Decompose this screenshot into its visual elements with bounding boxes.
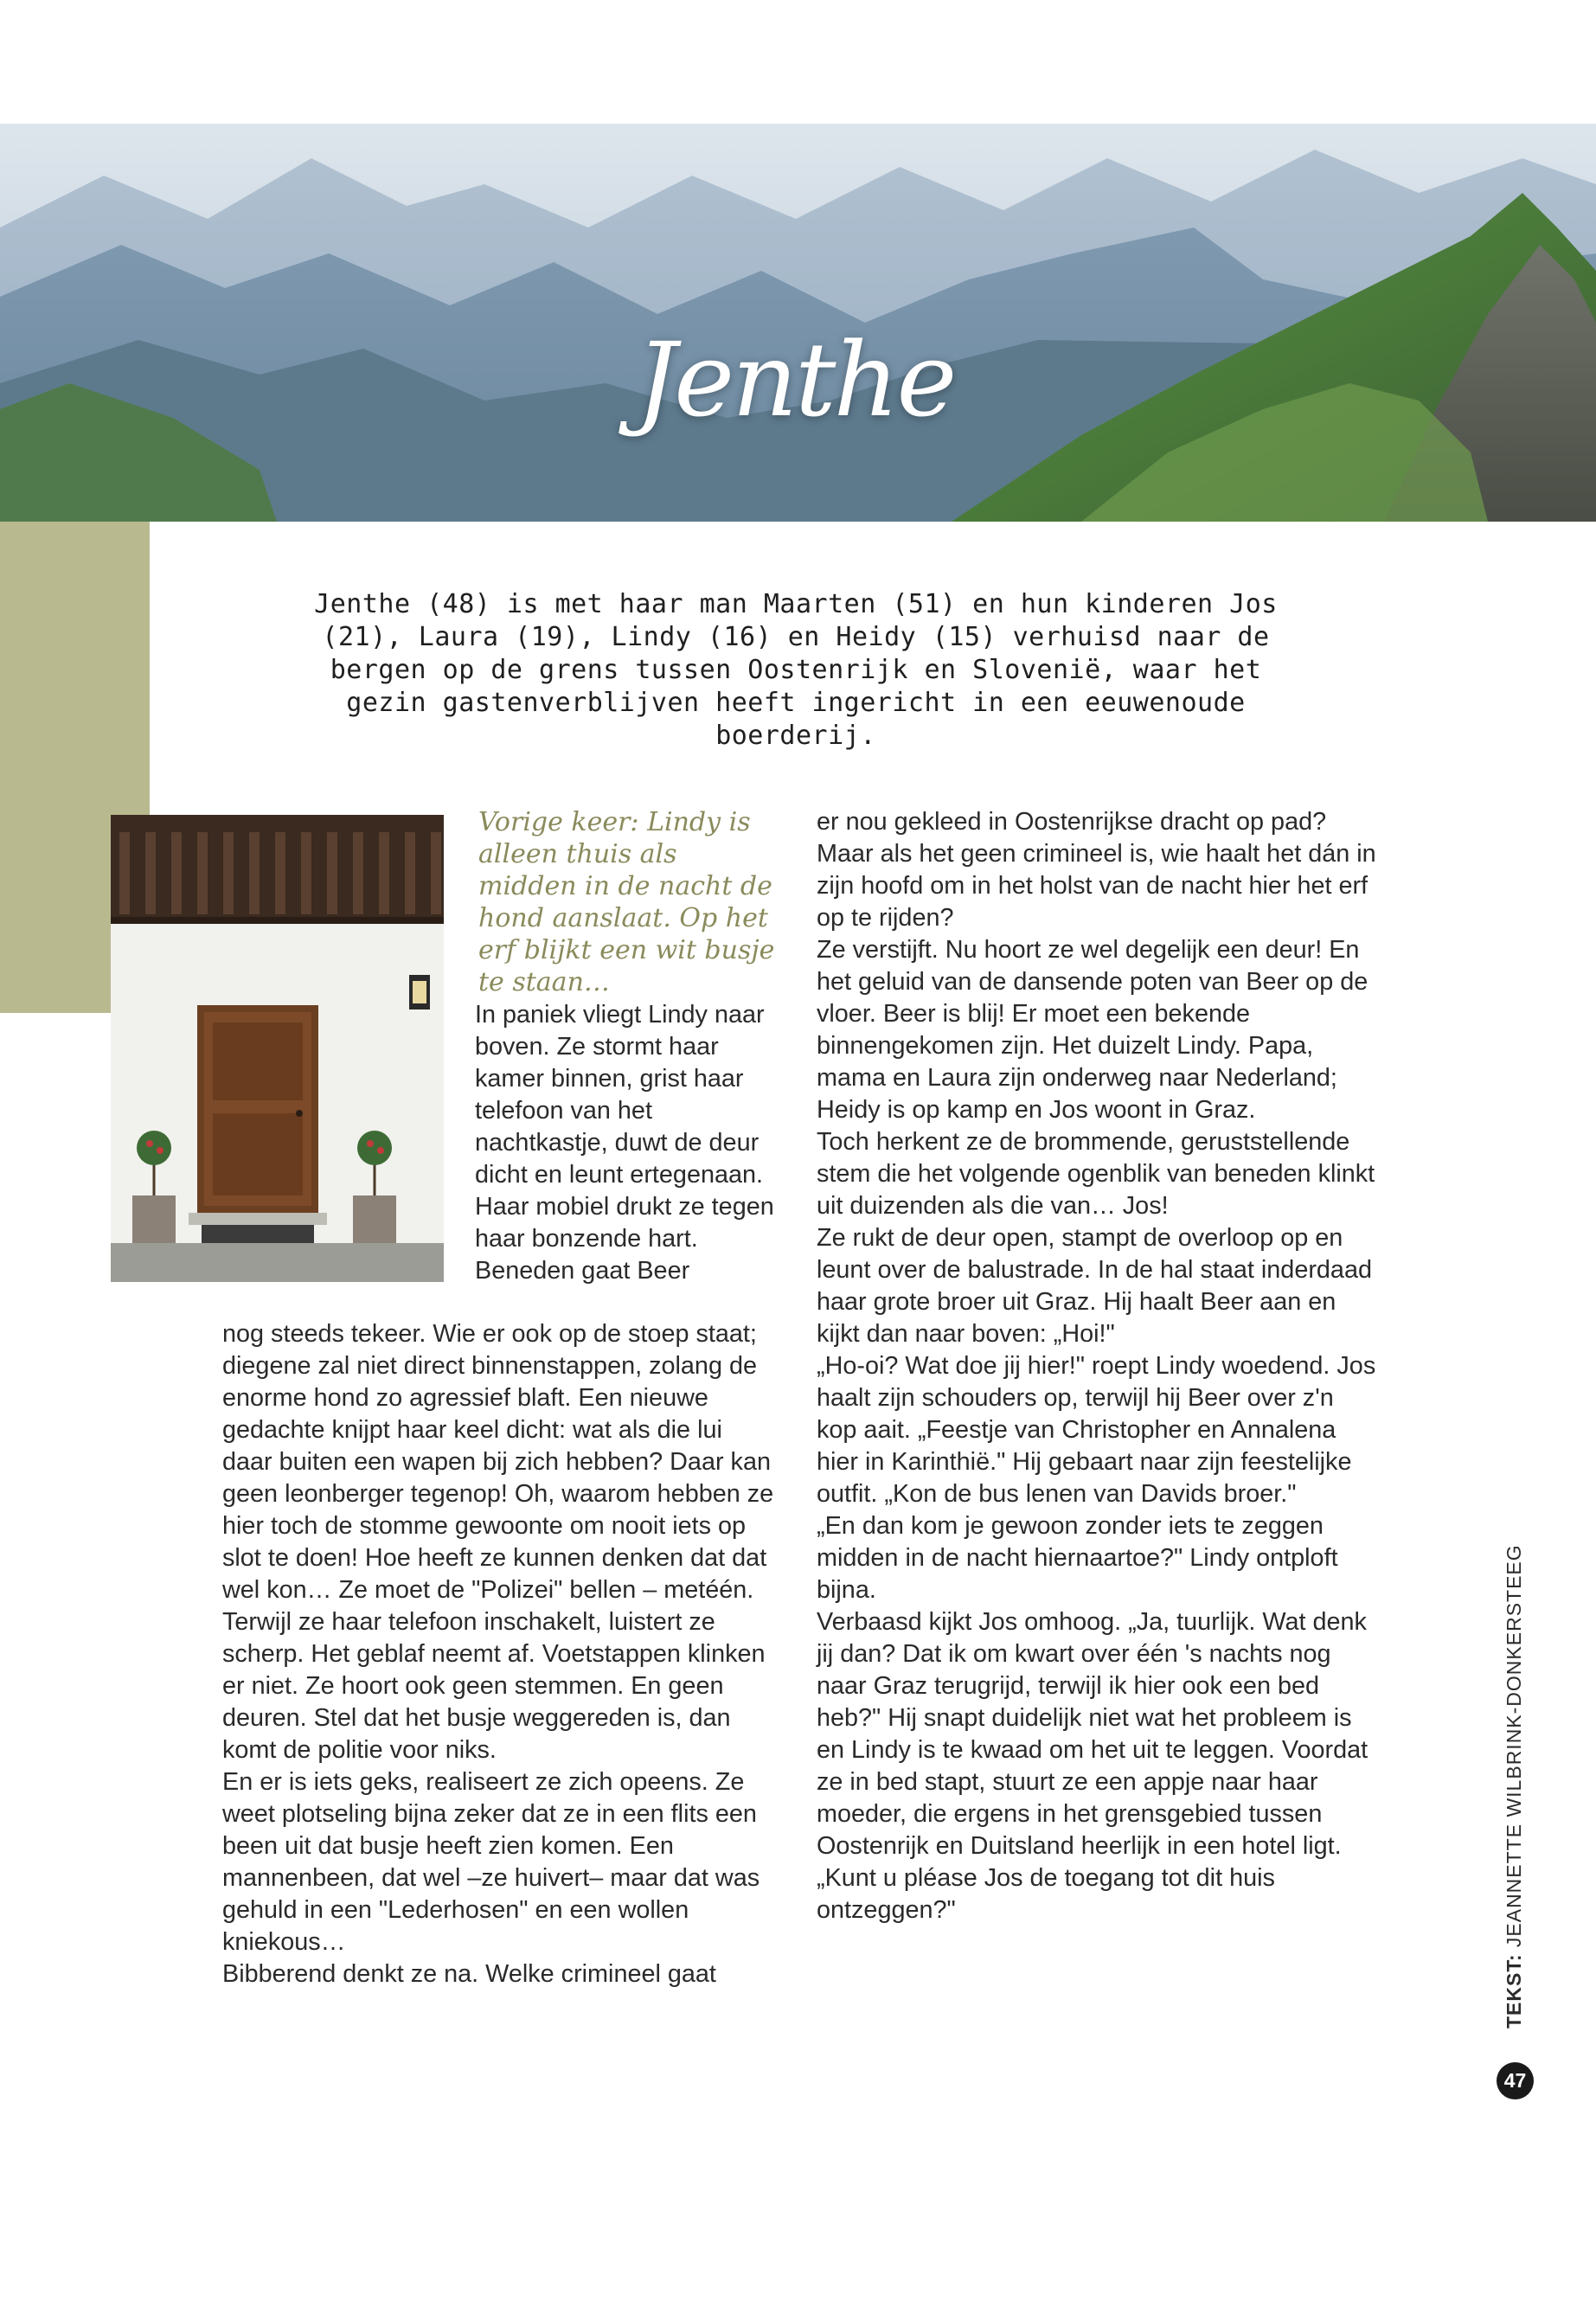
previous-episode-recap: Vorige keer: Lindy is alleen thuis als midden in de nacht de hond aanslaat. Op het erf blijkt een wit busje te staan… — [478, 807, 775, 997]
intro-paragraph: Jenthe (48) is met haar man Maarten (51) en hun kinderen Jos (21), Laura (19), Lindy (16) en Heidy (15) verhuisd naar de bergen op de grens tussen Oostenrijk en Slovenië, waar het gezin gastenverblijven heeft ingericht in een eeuwenoude boerderij. — [314, 589, 1278, 751]
farmhouse-door-image — [111, 815, 444, 1282]
page-number-badge: 47 — [1497, 2062, 1534, 2099]
article-paragraph-opening: In paniek vliegt Lindy naar boven. Ze stormt haar kamer binnen, grist haar telefoon van het nachtkastje, duwt de deur dicht en leunt ertegenaan. Haar mobiel drukt ze tegen haar bonzende hart. Beneden gaat Beer — [475, 1001, 774, 1285]
author-byline — [1503, 1544, 1526, 2029]
byline-label: TEKST: — [1503, 1953, 1525, 2029]
article-column-right: er nou gekleed in Oostenrijkse dracht op pad? Maar als het geen crimineel is, wie haalt het dán in zijn hoofd om in het holst van de nacht hier het erf op te rijden? Ze verstijft. Nu hoort ze wel degelijk een deur! En het geluid van de dansende poten van Beer op de vloer. Beer is blij! Er moet een bekende binnengekomen zijn. Het duizelt Lindy. Papa, mama en Laura zijn onderweg naar Nederland; Heidy is op kamp en Jos woont in Graz. Toch herkent ze de brommende, geruststellende stem die het volgende ogenblik van beneden klinkt uit duizenden als die van… Jos! Ze rukt de deur open, stampt de overloop op en leunt over de balustrade. In de hal staat inderdaad haar grote broer uit Graz. Hij haalt Beer aan en kijkt dan naar boven: „Hoi!" „Ho-oi? Wat doe jij hier!" roept Lindy woedend. Jos haalt zijn schouders op, terwijl hij Beer over z'n kop aait. „Feestje van Christopher en Annalena hier in Karinthië." Hij gebaart naar zijn feestelijke outfit. „Kon de bus lenen van Davids broer." „En dan kom je gewoon zonder iets te zeggen midden in de nacht hiernaartoe?" Lindy ontploft bijna. Verbaasd kijkt Jos omhoog. „Ja, tuurlijk. Wat denk jij dan? Dat ik om kwart over één 's nachts nog naar Graz terugrijd, terwijl ik hier ook een bed heb?" Hij snapt duidelijk niet wat het probleem is en Lindy is te kwaad om het uit te leggen. Voordat ze in bed stapt, stuurt ze een appje naar haar moeder, die ergens in het grensgebied tussen Oostenrijk en Duitsland heerlijk in een hotel ligt. „Kunt u pléase Jos de toegang tot dit huis ontzeggen?" — [817, 808, 1376, 1924]
article-column-left: nog steeds tekeer. Wie er ook op de stoep staat; diegene zal niet direct binnenstappen, zolang de enorme hond zo agressief blaft. Een nieuwe gedachte knijpt haar keel dicht: wat als die lui daar buiten een wapen bij zich hebben? Daar kan geen leonberger tegenop! Oh, waarom hebben ze hier toch de stomme gewoonte om nooit iets op slot te doen! Hoe heeft ze kunnen denken dat dat wel kon… Ze moet de "Polizei" bellen – metéén. Terwijl ze haar telefoon inschakelt, luistert ze scherp. Het geblaf neemt af. Voetstappen klinken er niet. Ze hoort ook geen stemmen. En geen deuren. Stel dat het busje weggereden is, dan komt de politie voor niks. En er is iets geks, realiseert ze zich opeens. Ze weet plotseling bijna zeker dat ze in een flits een been uit dat busje heeft zien komen. Een mannenbeen, dat wel –ze huivert– maar dat was gehuld in een "Lederhosen" en een wollen kniekous… Bibberend denkt ze na. Welke crimineel gaat — [222, 1320, 774, 1988]
page-title: Jenthe — [636, 320, 955, 439]
door-photo — [111, 815, 444, 1282]
byline-author: JEANNETTE WILBRINK-DONKERSTEEG — [1503, 1544, 1525, 1948]
